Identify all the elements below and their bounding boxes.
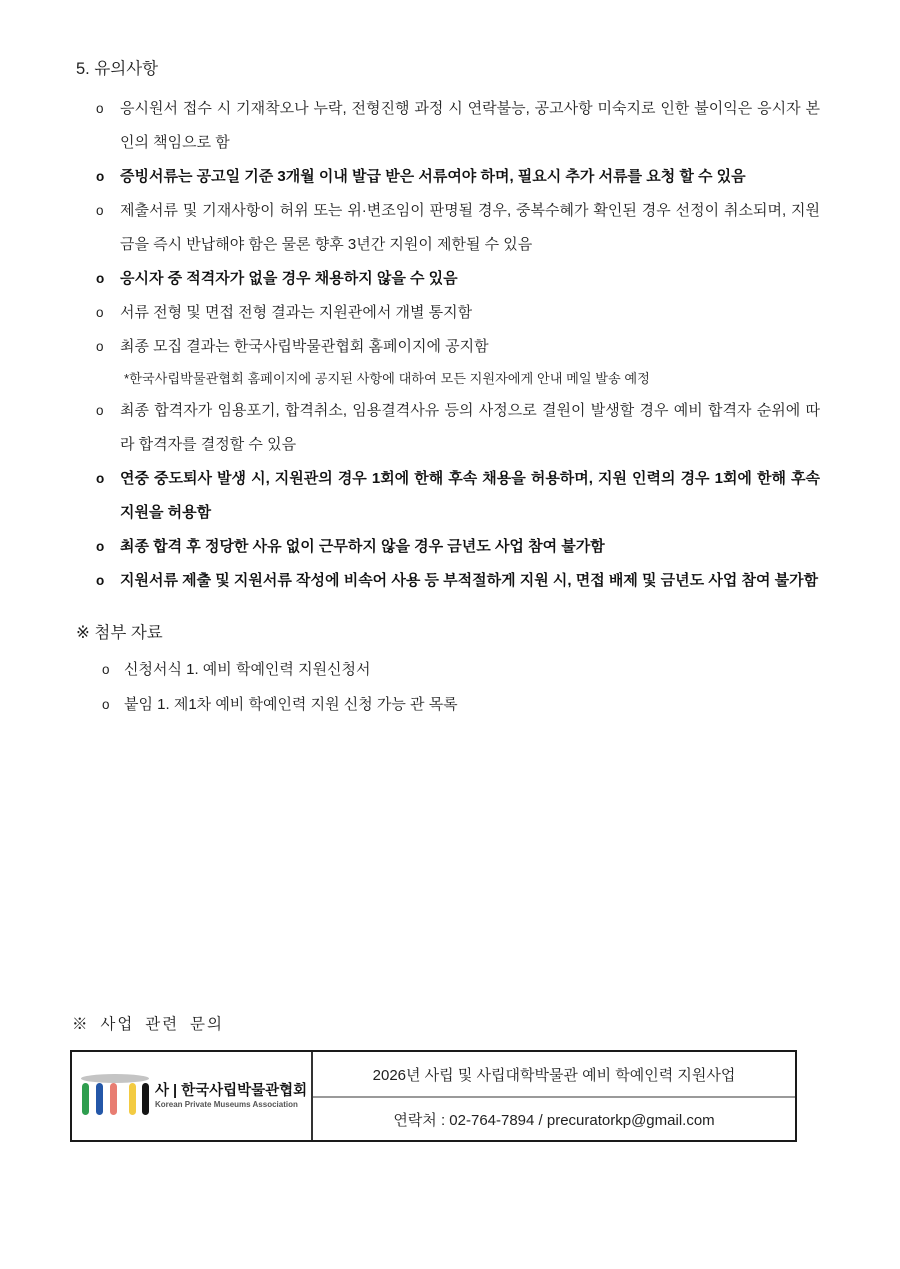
org-name-en: Korean Private Museums Association: [155, 1099, 298, 1109]
bullet-marker: o: [96, 271, 105, 286]
logo-bar-blue: [96, 1083, 103, 1115]
contact-title: ※ 사업 관련 문의: [72, 1016, 224, 1033]
org-logo: [81, 1072, 307, 1120]
logo-bar-salmon: [110, 1083, 117, 1115]
note-text: 응시원서 접수 시 기재착오나 누락, 전형진행 과정 시 연락불능, 공고사항 미숙지로 인한 불이익은 응시자 본인의 책임으로 함: [120, 100, 820, 151]
section-title: 5. 유의사항: [76, 60, 159, 78]
note-text: 응시자 중 적격자가 없을 경우 채용하지 않을 수 있음: [120, 270, 458, 287]
bullet-marker: o: [96, 403, 104, 418]
bullet-marker: o: [96, 539, 105, 554]
contact-section: [70, 1012, 797, 1142]
note-item: [76, 330, 820, 364]
attachment-text: 신청서식 1. 예비 학예인력 지원신청서: [124, 661, 371, 678]
bullet-marker: o: [96, 169, 105, 184]
note-text: 지원서류 제출 및 지원서류 작성에 비속어 사용 등 부적절하게 지원 시, 면접 배제 및 금년도 사업 참여 불가함: [120, 572, 819, 589]
attachment-item: [76, 652, 820, 687]
attachment-text: 붙임 1. 제1차 예비 학예인력 지원 신청 가능 관 목록: [124, 696, 458, 713]
note-text: 최종 모집 결과는 한국사립박물관협회 홈페이지에 공지함: [120, 338, 489, 355]
logo-bar-black: [142, 1083, 149, 1115]
logo-roof-shape: [81, 1074, 149, 1083]
bullet-marker: o: [102, 697, 110, 712]
logo-bar-yellow: [129, 1083, 136, 1115]
note-text: 최종 합격 후 정당한 사유 없이 근무하지 않을 경우 금년도 사업 참여 불가함: [120, 538, 605, 555]
note-text: 최종 합격자가 임용포기, 합격취소, 임용결격사유 등의 사정으로 결원이 발생할 경우 예비 합격자 순위에 따라 합격자를 결정할 수 있음: [120, 402, 820, 453]
note-subnote: *한국사립박물관협회 홈페이지에 공지된 사항에 대하여 모든 지원자에게 안내 메일 발송 예정: [124, 371, 650, 386]
note-text: 서류 전형 및 면접 전형 결과는 지원관에서 개별 통지함: [120, 304, 473, 321]
attachment-item: [76, 687, 820, 722]
note-text: 연중 중도퇴사 발생 시, 지원관의 경우 1회에 한해 후속 채용을 허용하며, 지원 인력의 경우 1회에 한해 후속 지원을 허용함: [120, 470, 820, 521]
bullet-marker: o: [96, 101, 104, 116]
bullet-marker: o: [96, 573, 105, 588]
bullet-marker: o: [96, 339, 104, 354]
org-name-block: [155, 1083, 307, 1110]
note-item: [76, 262, 820, 296]
note-item: [76, 92, 820, 160]
note-item: [76, 394, 820, 462]
org-name-kr: 사 | 한국사립박물관협회: [155, 1082, 308, 1099]
note-text: 제출서류 및 기재사항이 허위 또는 위·변조임이 판명될 경우, 중복수혜가 확인된 경우 선정이 취소되며, 지원금을 즉시 반납해야 함은 물론 향후 3년간 지원이 제한될 수 있음: [120, 202, 820, 253]
museum-logo-icon: [81, 1072, 149, 1120]
note-item: [76, 530, 820, 564]
notice-content: [76, 56, 820, 722]
attachments-title: ※ 첨부 자료: [76, 624, 163, 642]
note-item: [76, 564, 820, 598]
program-title: 2026년 사립 및 사립대학박물관 예비 학예인력 지원사업: [313, 1052, 795, 1098]
note-item: [76, 194, 820, 262]
logo-bar-green: [82, 1083, 89, 1115]
contact-table: [70, 1050, 797, 1142]
bullet-marker: o: [96, 471, 105, 486]
note-item: [76, 462, 820, 530]
note-text: 증빙서류는 공고일 기준 3개월 이내 발급 받은 서류여야 하며, 필요시 추가 서류를 요청 할 수 있음: [120, 168, 746, 185]
attachments-section: [76, 620, 820, 722]
note-item: [76, 296, 820, 330]
org-logo-cell: [72, 1052, 313, 1140]
note-item: [76, 160, 820, 194]
contact-line: 연락처 : 02-764-7894 / precuratorkp@gmail.com: [393, 1111, 715, 1129]
bullet-marker: o: [96, 305, 104, 320]
bullet-marker: o: [96, 203, 104, 218]
bullet-marker: o: [102, 662, 110, 677]
